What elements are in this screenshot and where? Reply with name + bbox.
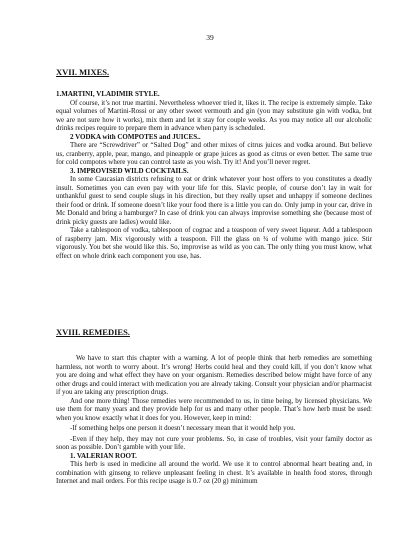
page-number: 39 [206,33,214,42]
section-xviii-body [56,354,372,486]
valerian-root-title: 1. VALERIAN ROOT. [70,451,137,460]
martini-title: 1.MARTINI, VLADIMIR STYLE. [56,90,160,98]
wild-cocktails-title: 3. IMPROVISED WILD COCKTAILS. [70,166,189,175]
wild-cocktails-text-2: Take a tablespoon of vodka, tablespoon of cognac and a teaspoon of very sweet liqueur. Add a tablespoon of raspberry jam. Mix vigorously with a teaspoon. Fill the glass on ¾ of volume with mango juice. Stir vigorously. You bet she would like this. So, improvise as wild as you can. The only thing you must know, what effect on whole drink each component you use, has. [56,226,372,260]
remedies-caution-1: -If something helps one person it doesn’t necessary mean that it would help you. [70,424,296,432]
wild-cocktails-text-1: In some Caucasian districts refusing to eat or drink whatever your host offers to you constitutes a deadly insult. Sometimes you can even pay with your life for this. Slavic people, of course don’t lay in wait for unthankful guest to send couple slugs in his direction, but they really upset and unhappy if someone declines their food or drink. If someone doesn’t like your food there is a little you can do. Only jump in your car, drive in Mc Donald and bring a hamburger? In case of drink you can always improvise something she (because most of drink picky guests are ladies) would like. [56,175,372,226]
vodka-compotes-title: 2 VODKA with COMPOTES and JUICES.. [70,132,201,141]
remedies-note-paragraph: And one more thing! Those remedies were recommended to us, in time being, by licensed physicians. We use them for many years and they provide help for us and many other people. That’s how herb must be used: when you know exactly what it does for you. However, keep in mind: [56,396,372,422]
section-xviii-heading-block [56,328,372,338]
section-xviii-heading: XVIII. REMEDIES. [56,327,130,337]
vodka-compotes-text: There are “Screwdriver” or “Salted Dog” and other mixes of citrus juices and vodka around. But believe us, cranberry, apple, pear, mango, and pineapple or grape juices as good as citrus or even better. The same true for cold compotes where you can control taste as you wish. Try it! And you’ll never regret. [56,141,372,166]
valerian-root-text: This herb is used in medicine all around the world. We use it to control abnormal heart beating and, in combination with ginseng to relieve unpleasant feeling in chest. It’s available in health food stores, through Internet and mail orders. For this recipe usage is 0.7 oz (20 g) minimum [56,460,372,485]
martini-text: Of course, it’s not true martini. Nevertheless whoever tried it, likes it. The recipe is extremely simple. Take equal volumes of Martini-Rossi or any other sweet vermouth and gin (you may substitute gin with vodka, but we are not sure how it works), mix them and let it stay for couple weeks. As you may notice all our alcoholic drinks recipes require to prepare them in advance when party is scheduled. [56,98,372,132]
remedies-warning-paragraph: We have to start this chapter with a warning. A lot of people think that herb remedies are something harmless, not worth to worry about. It’s wrong! Herbs could heal and they could kill, if you don’t know what you are doing and what effect they have on your organism. Remedies described below might have force of any other drugs and could interact with medication you are already taking. Consult your physician and/or pharmacist if you are taking any prescription drugs. [56,354,372,396]
section-xvii-heading-block [56,68,372,78]
section-xvii-heading: XVII. MIXES. [56,67,110,77]
section-xvii-body [56,90,372,260]
remedies-caution-2: -Even if they help, they may not cure your problems. So, in case of troubles, visit your family doctor as soon as possible. Don’t gamble with your life. [56,434,372,451]
